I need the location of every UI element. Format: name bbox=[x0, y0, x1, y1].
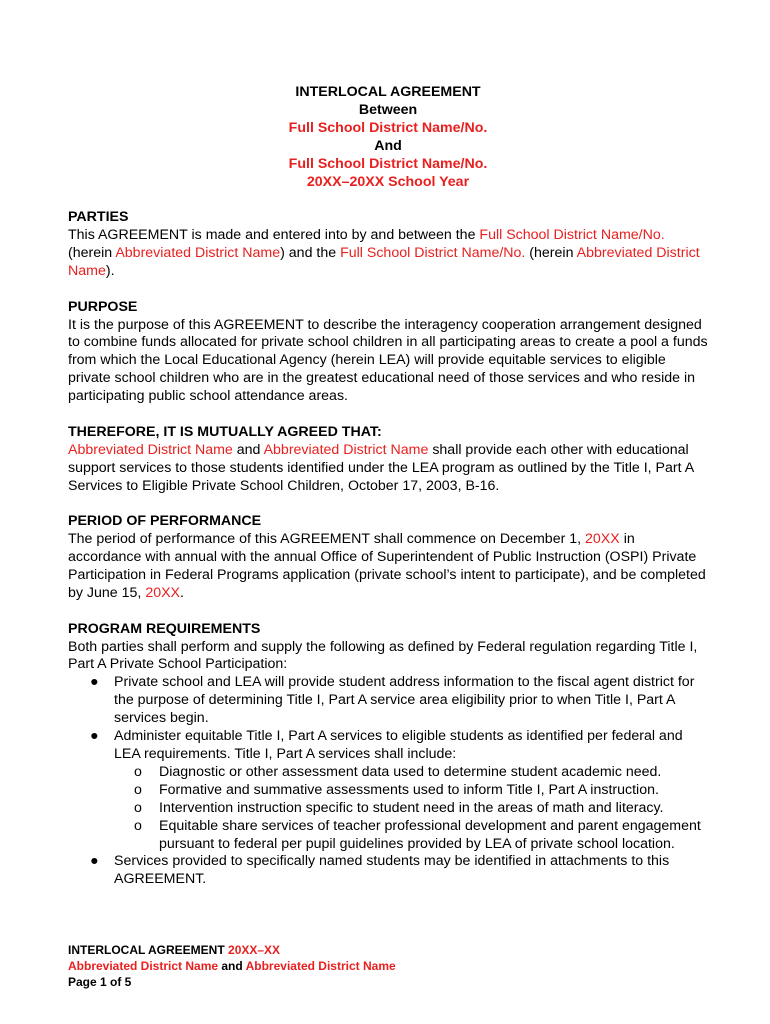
bullet-text: Private school and LEA will provide student address information to the fiscal agent district for the purpose of determining Title I, Part A service area eligibility prior to when Title I, Part A services begin. bbox=[114, 674, 695, 727]
bullet-icon: ● bbox=[90, 674, 99, 691]
list-item bbox=[114, 782, 708, 800]
list-item bbox=[68, 728, 708, 853]
title-line-school-year: 20XX–20XX School Year bbox=[306, 173, 470, 190]
parties-district-abbr-1: Abbreviated District Name bbox=[115, 245, 281, 262]
period-text-2: in accordance with annual with the annual Office of Superintendent of Public Instruction (OSPI) Private Participation in Federal Programs application (private school’s intent to participate), and be completed by June 15, bbox=[68, 531, 706, 601]
list-item bbox=[114, 764, 708, 782]
parties-text-5: ). bbox=[105, 262, 115, 279]
therefore-district-abbr-1: Abbreviated District Name bbox=[68, 441, 233, 458]
bullet-icon: ● bbox=[90, 853, 99, 870]
therefore-text-1: and bbox=[232, 441, 264, 458]
footer-district-abbr-2: Abbreviated District Name bbox=[245, 959, 396, 973]
bullet-icon: ● bbox=[90, 728, 99, 745]
therefore-text-2: shall provide each other with educational support services to those students identified under the LEA program as outlined by the Title I, Part A Services to Eligible Private School Children, October 17, 2003, B-16. bbox=[68, 441, 694, 494]
parties-text-4: (herein bbox=[525, 245, 577, 262]
sub-bullet-text: Diagnostic or other assessment data used to determine student academic need. bbox=[159, 763, 662, 780]
list-item bbox=[68, 674, 708, 728]
parties-text-3: ) and the bbox=[280, 245, 341, 262]
footer-page-number: Page 1 of 5 bbox=[68, 975, 132, 989]
circle-bullet-icon: o bbox=[134, 817, 142, 834]
bullet-text: Services provided to specifically named students may be identified in attachments to this AGREEMENT. bbox=[114, 853, 670, 888]
period-text-3: . bbox=[180, 584, 184, 601]
parties-text bbox=[68, 227, 708, 281]
footer-year: 20XX–XX bbox=[228, 943, 281, 957]
period-year-start: 20XX bbox=[585, 531, 620, 548]
therefore-text bbox=[68, 442, 708, 496]
circle-bullet-icon: o bbox=[134, 799, 142, 816]
title-line-agreement: INTERLOCAL AGREEMENT bbox=[295, 84, 481, 100]
title-line-and: And bbox=[374, 137, 402, 154]
period-year-end: 20XX bbox=[145, 584, 181, 601]
period-text-1: The period of performance of this AGREEMENT shall commence on December 1, bbox=[68, 531, 586, 548]
period-heading: PERIOD OF PERFORMANCE bbox=[68, 513, 262, 530]
section-program bbox=[68, 621, 708, 890]
footer-line-2 bbox=[68, 958, 396, 974]
program-heading: PROGRAM REQUIREMENTS bbox=[68, 620, 261, 637]
therefore-district-abbr-2: Abbreviated District Name bbox=[263, 441, 429, 458]
title-line-district-2: Full School District Name/No. bbox=[288, 155, 488, 172]
list-item bbox=[68, 853, 708, 889]
title-line-between: Between bbox=[358, 101, 418, 118]
purpose-heading: PURPOSE bbox=[68, 298, 138, 315]
document-page bbox=[68, 84, 708, 889]
parties-text-2: (herein bbox=[68, 245, 116, 262]
program-sub-list bbox=[114, 764, 708, 854]
parties-district-full-1: Full School District Name/No. bbox=[479, 227, 665, 244]
sub-bullet-text: Intervention instruction specific to student need in the areas of math and literacy. bbox=[159, 799, 664, 816]
therefore-heading: THEREFORE, IT IS MUTUALLY AGREED THAT: bbox=[68, 423, 382, 440]
circle-bullet-icon: o bbox=[134, 763, 142, 780]
sub-bullet-text: Equitable share services of teacher professional development and parent engagement pursuant to federal per pupil guidelines provided by LEA of private school location. bbox=[159, 817, 701, 852]
section-therefore bbox=[68, 424, 708, 496]
period-text bbox=[68, 531, 708, 603]
program-intro: Both parties shall perform and supply the following as defined by Federal regulation regarding Title I, Part A Private School Participation: bbox=[68, 638, 698, 673]
program-bullet-list bbox=[68, 674, 708, 889]
sub-bullet-text: Formative and summative assessments used to inform Title I, Part A instruction. bbox=[159, 781, 659, 798]
parties-district-abbr-2: Abbreviated District Name bbox=[68, 245, 700, 279]
purpose-text: It is the purpose of this AGREEMENT to describe the interagency cooperation arrangement designed to combine funds allocated for private school children in all participating areas to create a pool a funds from which the Local Educational Agency (herein LEA) will provide equitable services to eligible private school children who are in the greatest educational need of those services and who reside in participating public school attendance areas. bbox=[68, 316, 708, 405]
footer-agreement-label: INTERLOCAL AGREEMENT bbox=[68, 943, 229, 957]
parties-heading: PARTIES bbox=[68, 209, 129, 226]
document-title bbox=[68, 84, 708, 191]
footer-line-1 bbox=[68, 942, 396, 958]
section-parties bbox=[68, 209, 708, 281]
circle-bullet-icon: o bbox=[134, 781, 142, 798]
parties-text-1: This AGREEMENT is made and entered into by and between the bbox=[68, 227, 480, 244]
list-item bbox=[114, 818, 708, 854]
footer-and: and bbox=[218, 959, 246, 973]
title-line-district-1: Full School District Name/No. bbox=[288, 119, 488, 136]
section-period bbox=[68, 513, 708, 603]
footer-district-abbr-1: Abbreviated District Name bbox=[68, 959, 219, 973]
parties-district-full-2: Full School District Name/No. bbox=[340, 245, 526, 262]
bullet-text: Administer equitable Title I, Part A services to eligible students as identified per federal and LEA requirements. Title I, Part A services shall include: bbox=[114, 728, 683, 762]
section-purpose bbox=[68, 299, 708, 406]
page-footer bbox=[68, 942, 396, 990]
list-item bbox=[114, 800, 708, 818]
